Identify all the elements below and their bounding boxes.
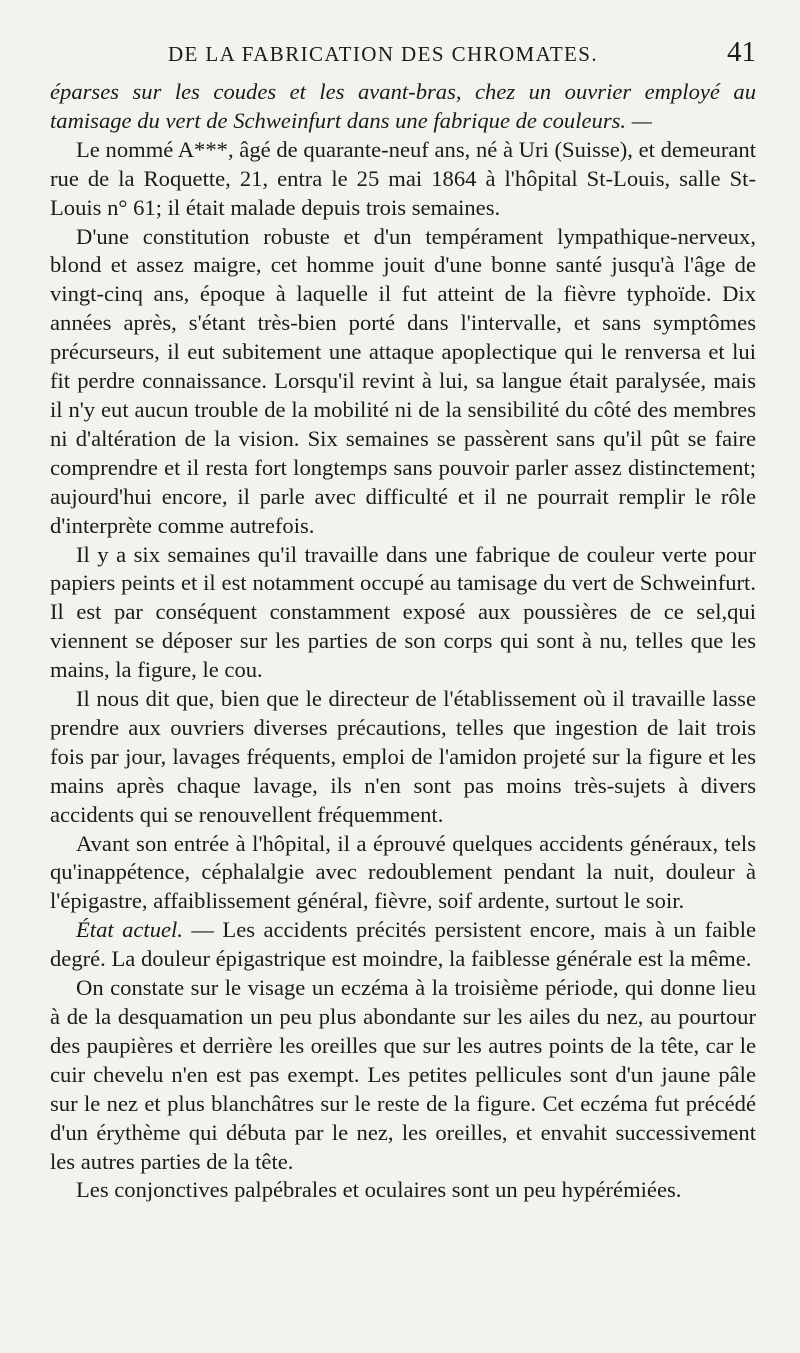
running-title: DE LA FABRICATION DES CHROMATES. — [167, 42, 599, 66]
running-header — [50, 36, 756, 78]
paragraph-occupation: Il y a six semaines qu'il travaille dans une fabrique de couleur verte pour papiers peints et il est notamment occupé au tamisage du vert de Schweinfurt. Il est par conséquent constamment exposé aux poussières de ce sel,qui viennent se déposer sur les parties de son corps qui sont à nu, telles que les mains, la figure, le cou. — [50, 541, 756, 683]
body-text — [50, 78, 756, 1205]
paragraph-current-state — [50, 916, 756, 974]
paragraph-conjunctiva: Les conjonctives palpébrales et oculaires sont un peu hypérémiées. — [76, 1177, 682, 1203]
paragraph-continuation — [50, 78, 756, 136]
paragraph-prior-symptoms: Avant son entrée à l'hôpital, il a éprouvé quelques accidents généraux, tels qu'inappétence, céphalalgie avec redoublement pendant la nuit, douleur à l'épigastre, affaiblissement général, fièvre, soif ardente, surtout le soir. — [50, 830, 756, 914]
current-state-label: État actuel. — [76, 917, 183, 943]
page-number: 41 — [727, 36, 756, 68]
paragraph-precautions: Il nous dit que, bien que le directeur de l'établissement où il travaille lasse prendre aux ouvriers diverses précautions, telles que ingestion de lait trois fois par jour, lavages fréquents, emploi de l'amidon projeté sur la figure et les mains après chaque lavage, ils n'en sont pas moins très-sujets à divers accidents qui se renouvellent fréquemment. — [50, 686, 756, 827]
current-state-text: — Les accidents précités persistent encore, mais à un faible degré. La douleur épigastrique est moindre, la faiblesse générale est la même. — [50, 917, 756, 972]
paragraph-history: D'une constitution robuste et d'un tempérament lympathique-nerveux, blond et assez maigre, cet homme jouit d'une bonne santé jusqu'à l'âge de vingt-cinq ans, époque à laquelle il fut atteint de la fièvre typhoïde. Dix années après, s'étant très-bien porté dans l'intervalle, et sans symptômes précurseurs, il eut subitement une attaque apoplectique qui le renversa et lui fit perdre connaissance. Lorsqu'il revint à lui, sa langue était paralysée, mais il n'y eut aucun trouble de la mobilité ni de la sensibilité du côté des membres ni d'altération de la vision. Six semaines se passèrent sans qu'il pût se faire comprendre et il resta fort longtemps sans pouvoir parler assez distinctement; aujourd'hui encore, il parle avec difficulté et il ne pourrait remplir le rôle d'interprète comme autrefois. — [50, 223, 756, 538]
paragraph-patient-intro: Le nommé A***, âgé de quarante-neuf ans, né à Uri (Suisse), et demeurant rue de la Roquette, 21, entra le 25 mai 1864 à l'hôpital St-Louis, salle St-Louis n° 61; il était malade depuis trois semaines. — [50, 136, 756, 220]
paragraph-eczema: On constate sur le visage un eczéma à la troisième période, qui donne lieu à de la desquamation un peu plus abondante sur les ailes du nez, au pourtour des paupières et derrière les oreilles que sur les autres points de la tête, car le cuir chevelu n'en est pas exempt. Les petites pellicules sont d'un jaune pâle sur le nez et plus blanchâtres sur le reste de la figure. Cet eczéma fut précédé d'un érythème qui débuta par le nez, les oreilles, et envahit successivement les autres parties de la tête. — [50, 975, 756, 1174]
continuation-italic-text: éparses sur les coudes et les avant-bras, chez un ouvrier employé au tamisage du vert de Schweinfurt dans une fabrique de couleurs. — — [50, 79, 756, 133]
